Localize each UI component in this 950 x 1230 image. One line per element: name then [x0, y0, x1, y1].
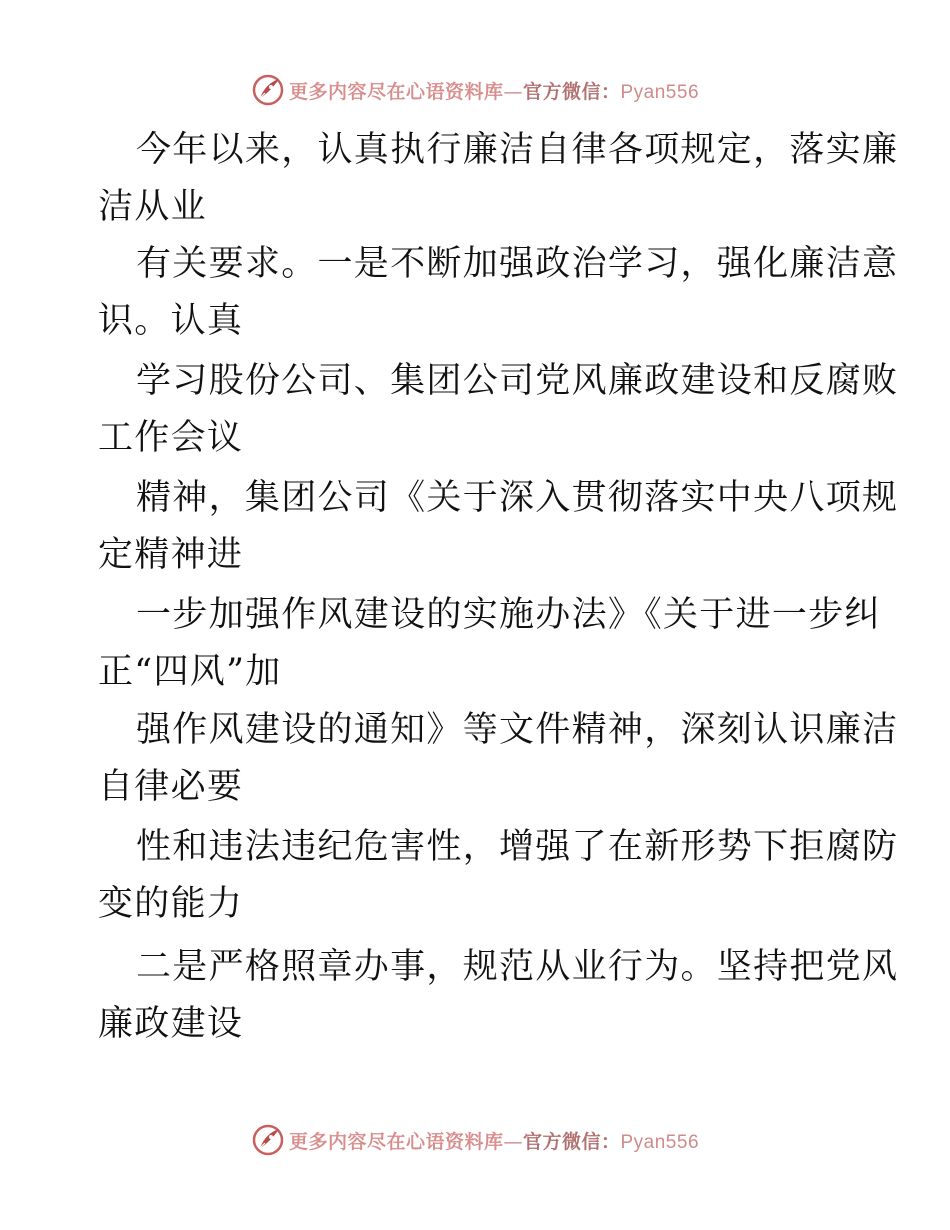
header-label: 官方微信： [522, 80, 621, 103]
text-line: 工作会议 [98, 418, 244, 458]
text-line: 正“四风”加 [98, 652, 282, 692]
text-line: 强作风建设的通知》等文件精神，深刻认识廉洁 [136, 710, 899, 750]
text-line: 性和违法违纪危害性，增强了在新形势下拒腐防 [136, 827, 899, 867]
text-line: 洁从业 [98, 187, 207, 227]
text-line: 学习股份公司、集团公司党风廉政建设和反腐败 [136, 361, 899, 401]
text-line: 精神，集团公司《关于深入贯彻落实中央八项规 [136, 478, 899, 518]
footer-watermark [0, 1120, 950, 1160]
text-line: 变的能力 [98, 884, 244, 924]
quill-pen-logo-icon [251, 1123, 285, 1157]
footer-label: 官方微信： [522, 1130, 621, 1153]
footer-separator: — [503, 1130, 523, 1153]
header-watermark [0, 70, 950, 110]
quill-pen-logo-icon [251, 73, 285, 107]
text-line: 一步加强作风建设的实施办法》《关于进一步纠 [136, 595, 881, 635]
footer-brand: 更多内容尽在心语资料库 [288, 1130, 504, 1153]
footer-account: Pyan556 [620, 1131, 700, 1153]
header-account: Pyan556 [620, 81, 700, 103]
header-brand: 更多内容尽在心语资料库 [288, 80, 504, 103]
text-line: 识。认真 [98, 301, 244, 341]
header-separator: — [503, 80, 523, 103]
text-line: 自律必要 [98, 767, 244, 807]
text-line: 定精神进 [98, 535, 244, 575]
text-line: 有关要求。一是不断加强政治学习，强化廉洁意 [136, 244, 899, 284]
text-line: 二是严格照章办事，规范从业行为。坚持把党风 [136, 947, 899, 987]
text-line: 今年以来，认真执行廉洁自律各项规定，落实廉 [136, 130, 899, 170]
text-line: 廉政建设 [98, 1004, 244, 1044]
